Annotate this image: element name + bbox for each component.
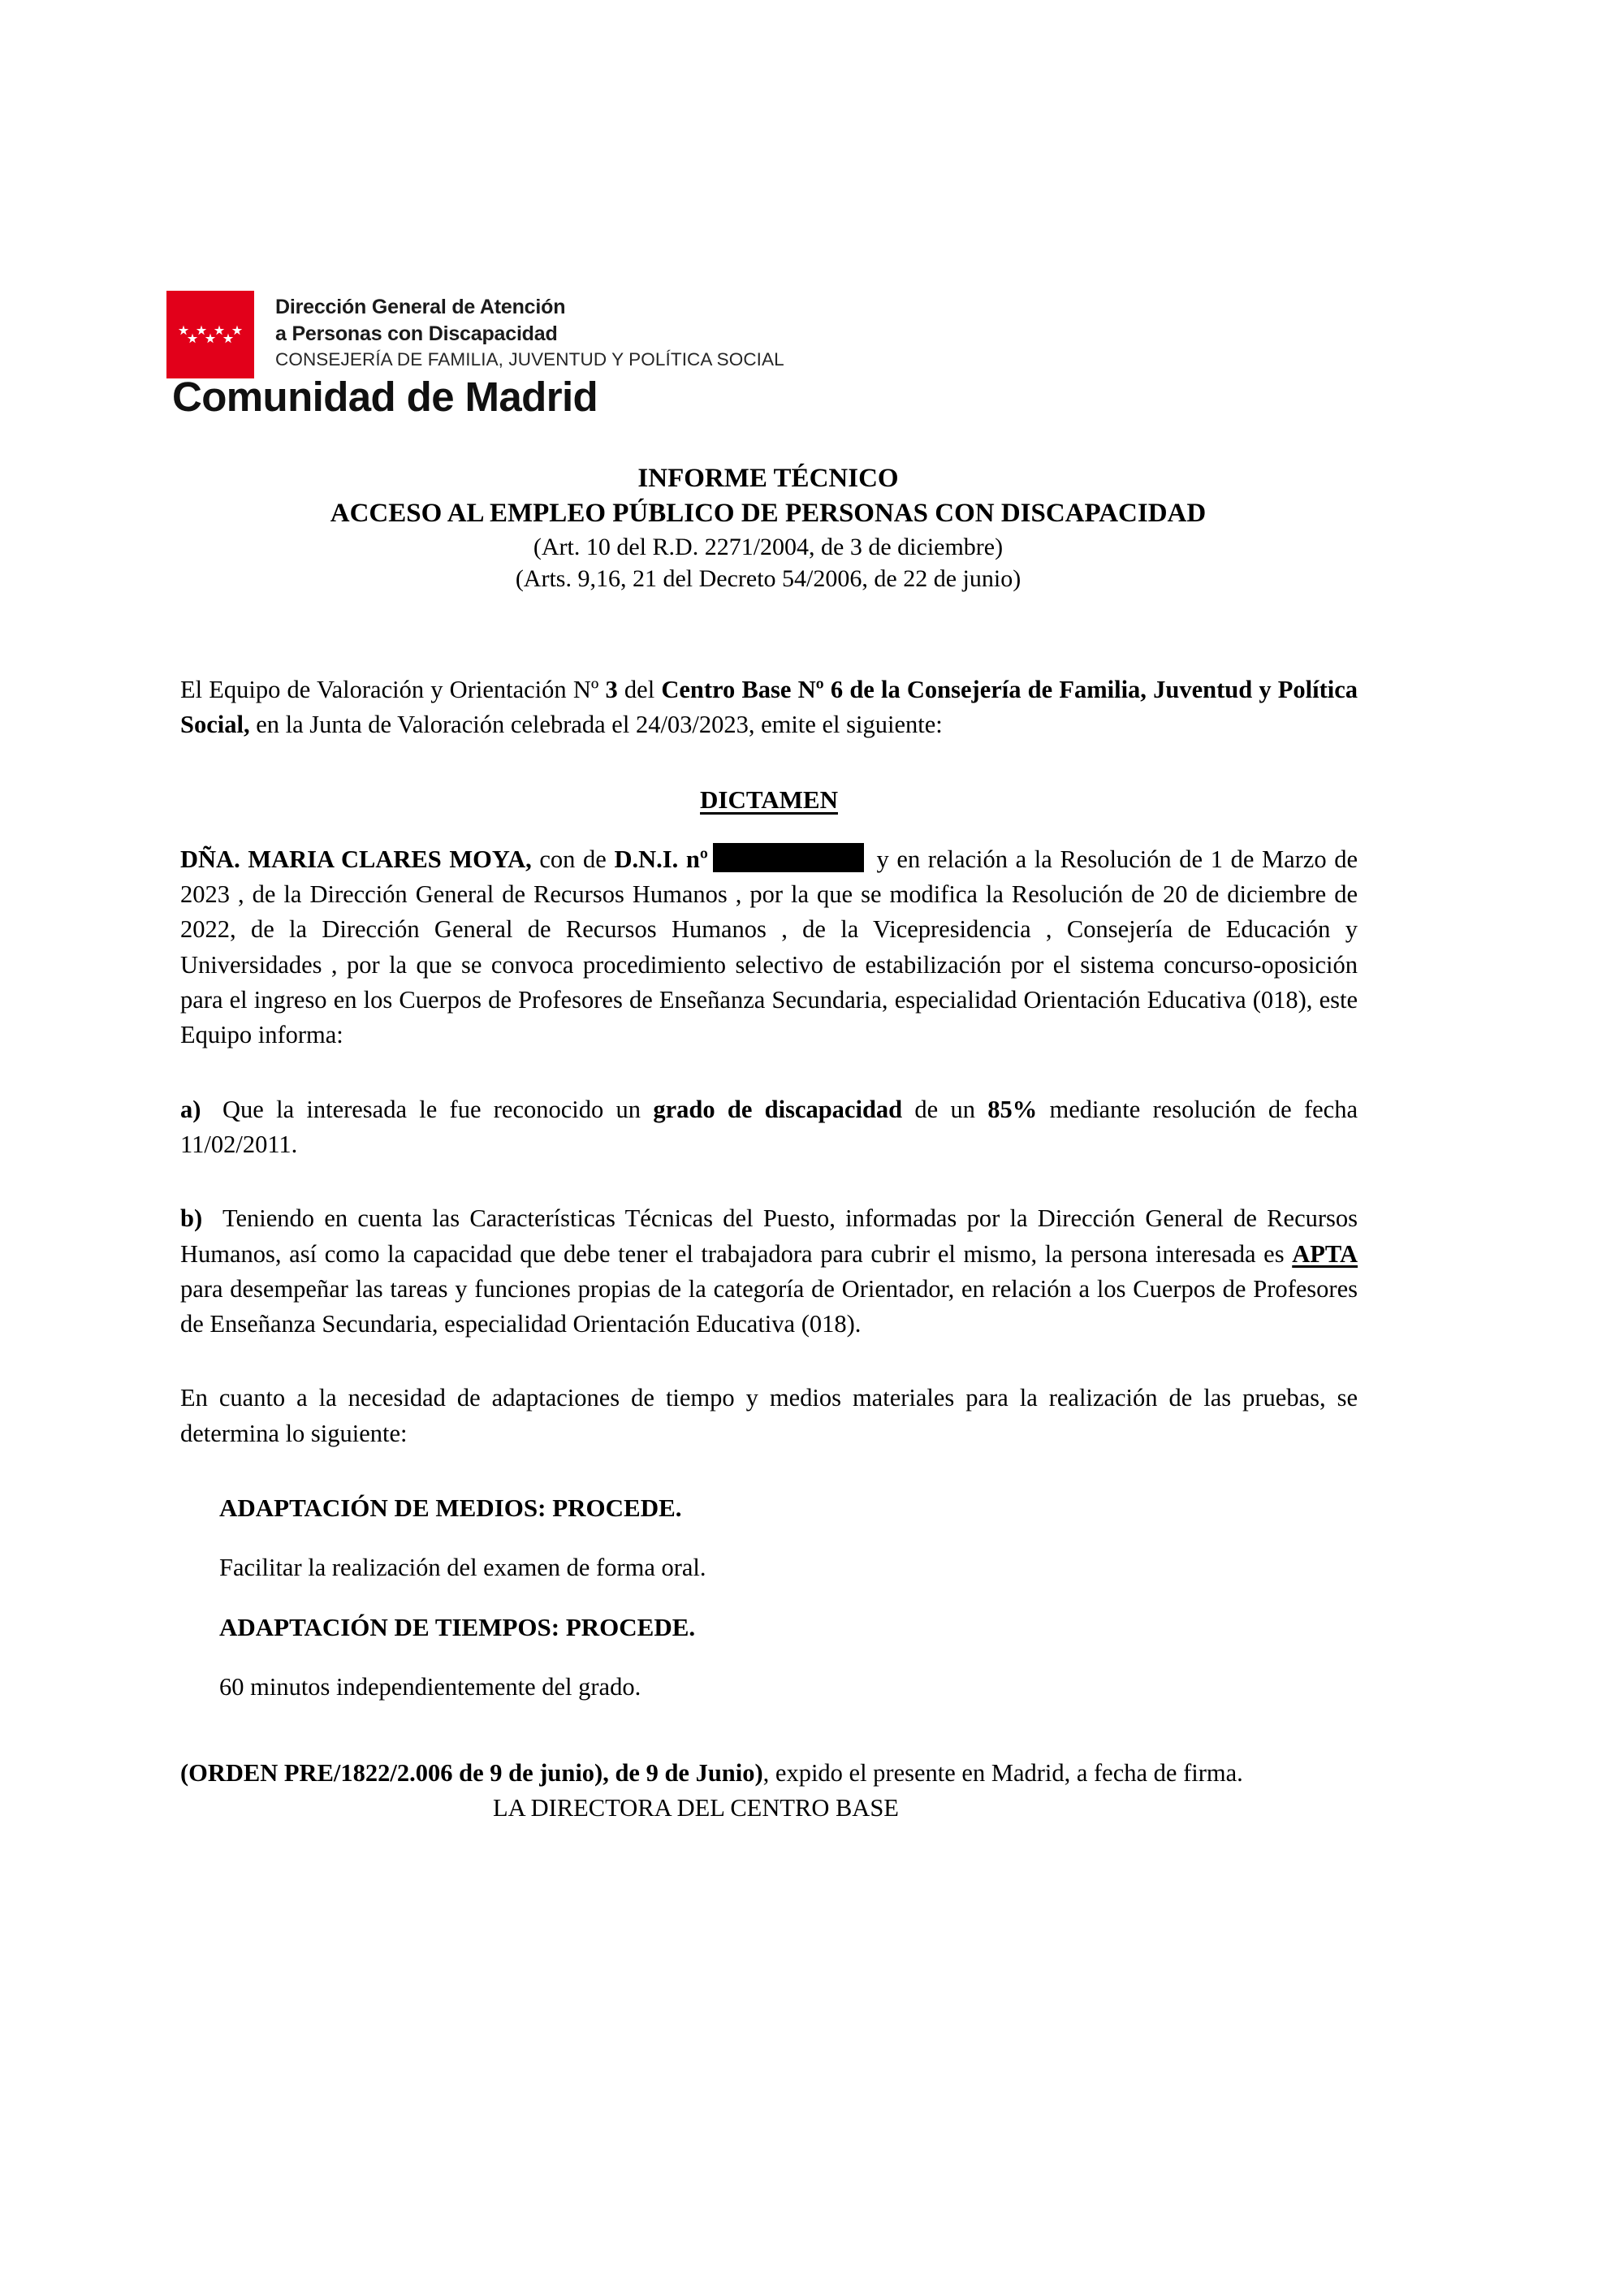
- dni-label: D.N.I. nº: [614, 845, 708, 873]
- junta-date: 24/03/2023: [635, 711, 749, 739]
- flag-star: [205, 334, 216, 344]
- closing-paragraph: [180, 1756, 1358, 1791]
- centro-base-name: Centro Base Nº 6 de la Consejería de Familia, Juventud y Política Social,: [180, 676, 1358, 739]
- disability-degree-label: grado de discapacidad: [653, 1095, 903, 1123]
- intro-part-3: en la Junta de Valoración celebrada el: [249, 711, 636, 739]
- letterhead: [166, 291, 1141, 378]
- dictamen-paragraph: [180, 842, 1358, 1053]
- item-b-text-1: Teniendo en cuenta las Características Técnicas del Puesto, informadas por la Dirección General de Recursos Humanos, así como la capacidad que debe tener el trabajadora para cubrir el mismo, la persona interesada es: [180, 1204, 1358, 1268]
- item-b-text-2: para desempeñar las tareas y funciones propias de la categoría de Orientador, en relación a los Cuerpos de Profesores de Enseñanza Secundaria, especialidad Orientación Educativa (018).: [180, 1274, 1358, 1338]
- disability-percentage: 85%: [987, 1095, 1038, 1123]
- intro-part-1: El Equipo de Valoración y Orientación Nº: [180, 676, 606, 703]
- flag-star: [188, 334, 198, 344]
- title-block: [180, 461, 1356, 595]
- comunidad-de-madrid-flag-icon: [166, 291, 254, 378]
- legal-reference-2: (Arts. 9,16, 21 del Decreto 54/2006, de 22 de junio): [515, 565, 1021, 593]
- item-a-marker: a): [180, 1095, 201, 1123]
- dni-lead: con de: [531, 845, 615, 873]
- item-a-text-3: mediante resolución de fecha 11/02/2011.: [180, 1095, 1358, 1158]
- closing-order-reference: (ORDEN PRE/1822/2.006 de 9 de junio), de 9 de Junio): [180, 1758, 763, 1787]
- dictamen-heading: DICTAMEN: [700, 785, 838, 814]
- item-a-text-1: Que la interesada le fue reconocido un: [222, 1095, 654, 1123]
- page-subtitle: ACCESO AL EMPLEO PÚBLICO DE PERSONAS CON DISCAPACIDAD: [330, 498, 1207, 528]
- adaptations-intro: En cuanto a la necesidad de adaptaciones de tiempo y medios materiales para la realización de las pruebas, se determina lo siguiente:: [180, 1384, 1358, 1447]
- intro-part-4: , emite el siguiente:: [748, 711, 943, 739]
- dni-redaction-bar: [713, 843, 864, 872]
- adaptation-tiempos-heading: ADAPTACIÓN DE TIEMPOS: PROCEDE.: [219, 1613, 696, 1642]
- adaptation-medios-heading: ADAPTACIÓN DE MEDIOS: PROCEDE.: [219, 1494, 682, 1523]
- team-number: 3: [605, 676, 618, 703]
- item-b-paragraph: [180, 1201, 1358, 1342]
- org-line-2: a Personas con Discapacidad: [275, 322, 558, 345]
- item-a-paragraph: [180, 1092, 1358, 1163]
- adaptation-medios-detail: Facilitar la realización del examen de forma oral.: [219, 1554, 706, 1582]
- org-line-3: CONSEJERÍA DE FAMILIA, JUVENTUD Y POLÍTICA SOCIAL: [275, 349, 784, 370]
- intro-paragraph: [180, 672, 1358, 743]
- item-b-marker: b): [180, 1204, 203, 1233]
- org-line-1: Dirección General de Atención: [275, 296, 566, 318]
- item-a-text-2: de un: [902, 1095, 988, 1123]
- closing-order-rest: , expido el presente en Madrid, a fecha de firma.: [762, 1758, 1243, 1787]
- page-title: INFORME TÉCNICO: [637, 464, 899, 493]
- organization-block: [275, 291, 784, 372]
- legal-reference-1: (Art. 10 del R.D. 2271/2004, de 3 de diciembre): [533, 533, 1004, 560]
- intro-part-2: del: [617, 676, 662, 703]
- document-body: [180, 672, 1358, 1826]
- brand-wordmark: Comunidad de Madrid: [172, 374, 598, 420]
- aptitude-verdict: APTA: [1292, 1239, 1358, 1268]
- person-name: DÑA. MARIA CLARES MOYA,: [180, 845, 532, 873]
- dictamen-body-text: y en relación a la Resolución de 1 de Marzo de 2023 , de la Dirección General de Recursos Humanos , por la que se modifica la Resolución de 20 de diciembre de 2022, de la Dirección General de Recursos Humanos , de la Vicepresidencia , Consejería de Educación y Universidades , por la que se convoca procedimiento selectivo de estabilización por el sistema concurso-oposición para el ingreso en los Cuerpos de Profesores de Enseñanza Secundaria, especialidad Orientación Educativa (018), este Equipo informa:: [180, 845, 1358, 1049]
- dictamen-heading-wrap: [180, 782, 1358, 818]
- signature-line: LA DIRECTORA DEL CENTRO BASE: [493, 1793, 899, 1822]
- flag-star: [223, 334, 234, 344]
- adaptation-tiempos-detail: 60 minutos independientemente del grado.: [219, 1673, 641, 1701]
